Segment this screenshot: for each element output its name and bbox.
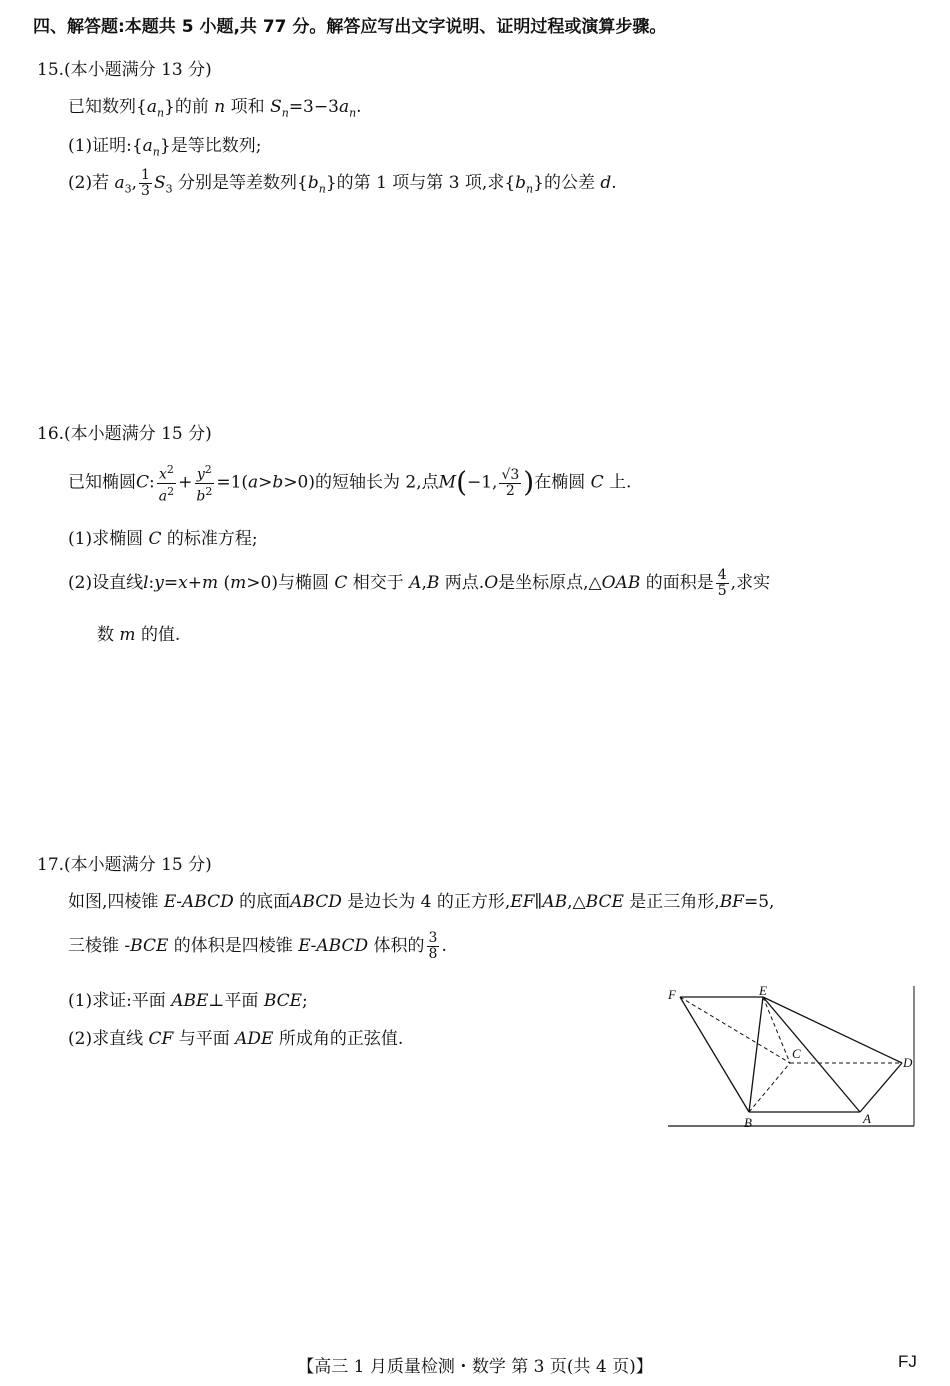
var: S: [153, 173, 166, 193]
page-footer: 【高三 1 月质量检测・数学 第 3 页(共 4 页)】: [297, 1357, 653, 1377]
var: a: [248, 472, 259, 493]
text: 体积的: [373, 936, 425, 956]
fraction: [499, 468, 521, 499]
var: n: [318, 182, 326, 196]
fraction: [716, 568, 729, 599]
text: (1)证明:: [68, 136, 132, 156]
var: B: [426, 573, 440, 593]
subscript: 3: [165, 182, 173, 196]
pyramid-figure: [664, 983, 918, 1133]
text: 平面: [224, 991, 259, 1011]
text: 的第 1 项与第 3 项,求: [336, 173, 505, 193]
text: 的值.: [140, 625, 181, 645]
text: ⊥: [208, 991, 225, 1011]
var: a: [338, 97, 350, 117]
footer-code: FJ: [898, 1352, 917, 1371]
text: >0)的短轴长为 2,点: [283, 472, 439, 493]
text: 的面积是: [645, 573, 714, 593]
text: +: [187, 573, 202, 593]
text: 项和: [230, 97, 265, 117]
q17-part1: [68, 986, 308, 1011]
label-D: D: [903, 1055, 913, 1070]
text: 是等比数列;: [170, 136, 262, 156]
text: -: [124, 936, 131, 956]
q15-number: 15.: [37, 60, 65, 80]
q17-stem-line2: [68, 931, 447, 962]
denominator: 5: [717, 583, 727, 599]
var: BCE: [130, 936, 169, 956]
text: 相交于: [352, 573, 404, 593]
section-header: 四、解答题:本题共 5 小题,共 77 分。解答应写出文字说明、证明过程或演算步骤。: [33, 17, 667, 37]
text: 的底面: [239, 892, 291, 912]
text: 的前: [174, 97, 209, 117]
sup: 2: [205, 484, 213, 498]
label-A: A: [863, 1111, 871, 1126]
var: l: [143, 573, 149, 593]
text: 在椭圆: [534, 472, 586, 493]
text: 如图,四棱锥: [68, 892, 159, 912]
var: BCE: [585, 892, 624, 912]
text: =1(: [216, 472, 249, 493]
edge-BC: [749, 1063, 790, 1112]
var: b: [196, 488, 206, 505]
q15-stem: 已知数列$\{a_n\}$的前 n 项和 $S_n=3-3a_n$.: [68, 97, 362, 120]
numerator: √3: [501, 466, 520, 483]
text: (1)求证:平面: [68, 991, 166, 1011]
text: 所成角的正弦值.: [278, 1029, 404, 1049]
numerator: 3: [428, 930, 438, 946]
text: -: [310, 936, 317, 956]
label-F: F: [668, 987, 676, 1002]
text: 两点.: [444, 573, 485, 593]
q17-score: (本小题满分 15 分): [64, 855, 212, 875]
q15-part2: (2)若 $a_3$, $\frac{1}{3}$ $S_3$ 分别是等差数列$\{b_n\}$的第 1 项与第 3 项,求$\{b_n\}$的公差 d.: [68, 167, 617, 199]
var: C: [148, 529, 162, 549]
text: .: [356, 97, 362, 117]
var: a: [114, 173, 125, 193]
text: 已知数列: [68, 97, 136, 117]
var: A: [409, 573, 422, 593]
var: m: [119, 625, 136, 645]
numerator: 4: [717, 567, 727, 583]
var: b: [515, 173, 527, 193]
text: 三棱锥: [68, 936, 119, 956]
var: AB: [542, 892, 568, 912]
text: :: [149, 472, 155, 493]
q16-number: 16.: [37, 424, 65, 444]
var: E: [298, 936, 311, 956]
denominator: [157, 484, 176, 505]
text: ;: [302, 991, 308, 1011]
var: ADE: [235, 1029, 274, 1049]
var: n: [281, 106, 289, 120]
q16-score: (本小题满分 15 分): [64, 424, 212, 444]
denominator: 8: [428, 946, 438, 962]
text: >0)与椭圆: [246, 573, 329, 593]
text: .: [441, 936, 447, 956]
numerator: [157, 462, 176, 484]
var: E: [163, 892, 177, 912]
text: -: [176, 892, 182, 912]
text: =5,: [743, 892, 775, 912]
fraction: [157, 462, 176, 504]
text: =: [163, 573, 179, 593]
q17-number: 17.: [37, 855, 65, 875]
var: m: [230, 573, 247, 593]
fraction: [139, 168, 152, 199]
text: 是坐标原点,△: [498, 573, 602, 593]
edge-EC: [763, 997, 790, 1063]
text: ,△: [567, 892, 586, 912]
text: ,: [421, 573, 427, 593]
text: 是正三角形,: [629, 892, 720, 912]
q16-stem: 已知椭圆C: $\frac{x^2}{a^2}$ + $\frac{y^2}{b^2}$ =1(a>b>0)的短轴长为 2,点M(−1, $\frac{√3}{2}$ )在椭圆 C 上.: [68, 463, 632, 505]
var: a: [158, 488, 168, 505]
text: 已知椭圆: [68, 472, 136, 493]
q16-header: [37, 419, 212, 444]
var: ABCD: [316, 936, 369, 956]
var: n: [152, 145, 160, 159]
var: C: [590, 472, 604, 493]
var: y: [154, 573, 164, 593]
denominator: 2: [505, 482, 515, 499]
text: 的公差: [543, 173, 595, 193]
var: C: [136, 472, 150, 493]
label-E: E: [759, 983, 767, 998]
var: n: [214, 97, 226, 117]
text: .: [611, 173, 617, 193]
denominator: [194, 484, 214, 505]
var: CF: [148, 1029, 174, 1049]
q15-score: (本小题满分 13 分): [64, 60, 212, 80]
text: 数: [97, 625, 114, 645]
var: n: [156, 106, 165, 120]
text: (: [223, 573, 231, 593]
sup: 2: [166, 463, 174, 476]
sup: 2: [204, 463, 212, 476]
text: 分别是等差数列: [178, 173, 298, 193]
text: ∥: [534, 892, 543, 912]
edge-EA: [763, 997, 860, 1112]
q16-part2: [68, 568, 770, 599]
q17-stem-line1: [68, 887, 774, 912]
var: b: [307, 173, 319, 193]
text: 是边长为 4 的正方形,: [347, 892, 511, 912]
var: n: [349, 106, 357, 120]
text: (2)设直线: [68, 573, 144, 593]
var: ABCD: [290, 892, 342, 912]
q16-part2-cont: [97, 620, 180, 645]
q16-part1: [68, 524, 258, 549]
q17-part2: [68, 1024, 403, 1049]
numerator: [195, 462, 214, 484]
edge-ED: [763, 997, 902, 1063]
q15-header: [37, 55, 212, 80]
var: OAB: [601, 573, 641, 593]
var: M: [438, 472, 457, 493]
q17-header: [37, 850, 212, 875]
var: y: [196, 466, 205, 483]
var: x: [158, 466, 167, 483]
text: 上.: [609, 472, 632, 493]
var: x: [178, 573, 188, 593]
label-C: C: [792, 1046, 801, 1061]
numerator: 1: [141, 167, 150, 183]
var: O: [484, 573, 499, 593]
text: −1,: [467, 472, 498, 493]
text: ,求实: [730, 573, 771, 593]
text: (1)求椭圆: [68, 529, 144, 549]
var: n: [526, 182, 534, 196]
text: (2)求直线: [68, 1029, 144, 1049]
text: 的标准方程;: [166, 529, 258, 549]
text: 与平面: [178, 1029, 230, 1049]
sup: 2: [167, 484, 175, 498]
text: :: [148, 573, 155, 593]
var: m: [201, 573, 219, 593]
var: C: [334, 573, 348, 593]
text: 的体积是四棱锥: [173, 936, 293, 956]
edge-FC: [680, 997, 790, 1063]
label-B: B: [744, 1115, 752, 1130]
edge-AD: [860, 1063, 902, 1112]
var: ABCD: [181, 892, 234, 912]
var: ABE: [171, 991, 209, 1011]
text: =3−3: [288, 97, 339, 117]
fraction: [427, 931, 440, 962]
subscript: 3: [124, 182, 132, 196]
text: >: [258, 472, 273, 493]
var: b: [272, 472, 284, 493]
edge-FB: [680, 997, 749, 1112]
var: a: [142, 136, 153, 156]
var: BF: [719, 892, 744, 912]
text: (2)若: [68, 173, 110, 193]
var: BCE: [263, 991, 303, 1011]
edge-EB: [749, 997, 763, 1112]
denominator: 3: [141, 183, 150, 199]
var: EF: [510, 892, 535, 912]
var: a: [146, 97, 157, 117]
q15-part1: (1)证明$:\{a_n\}$是等比数列;: [68, 136, 262, 159]
fraction: [194, 462, 214, 504]
var: S: [270, 97, 282, 117]
var: d: [600, 173, 612, 193]
